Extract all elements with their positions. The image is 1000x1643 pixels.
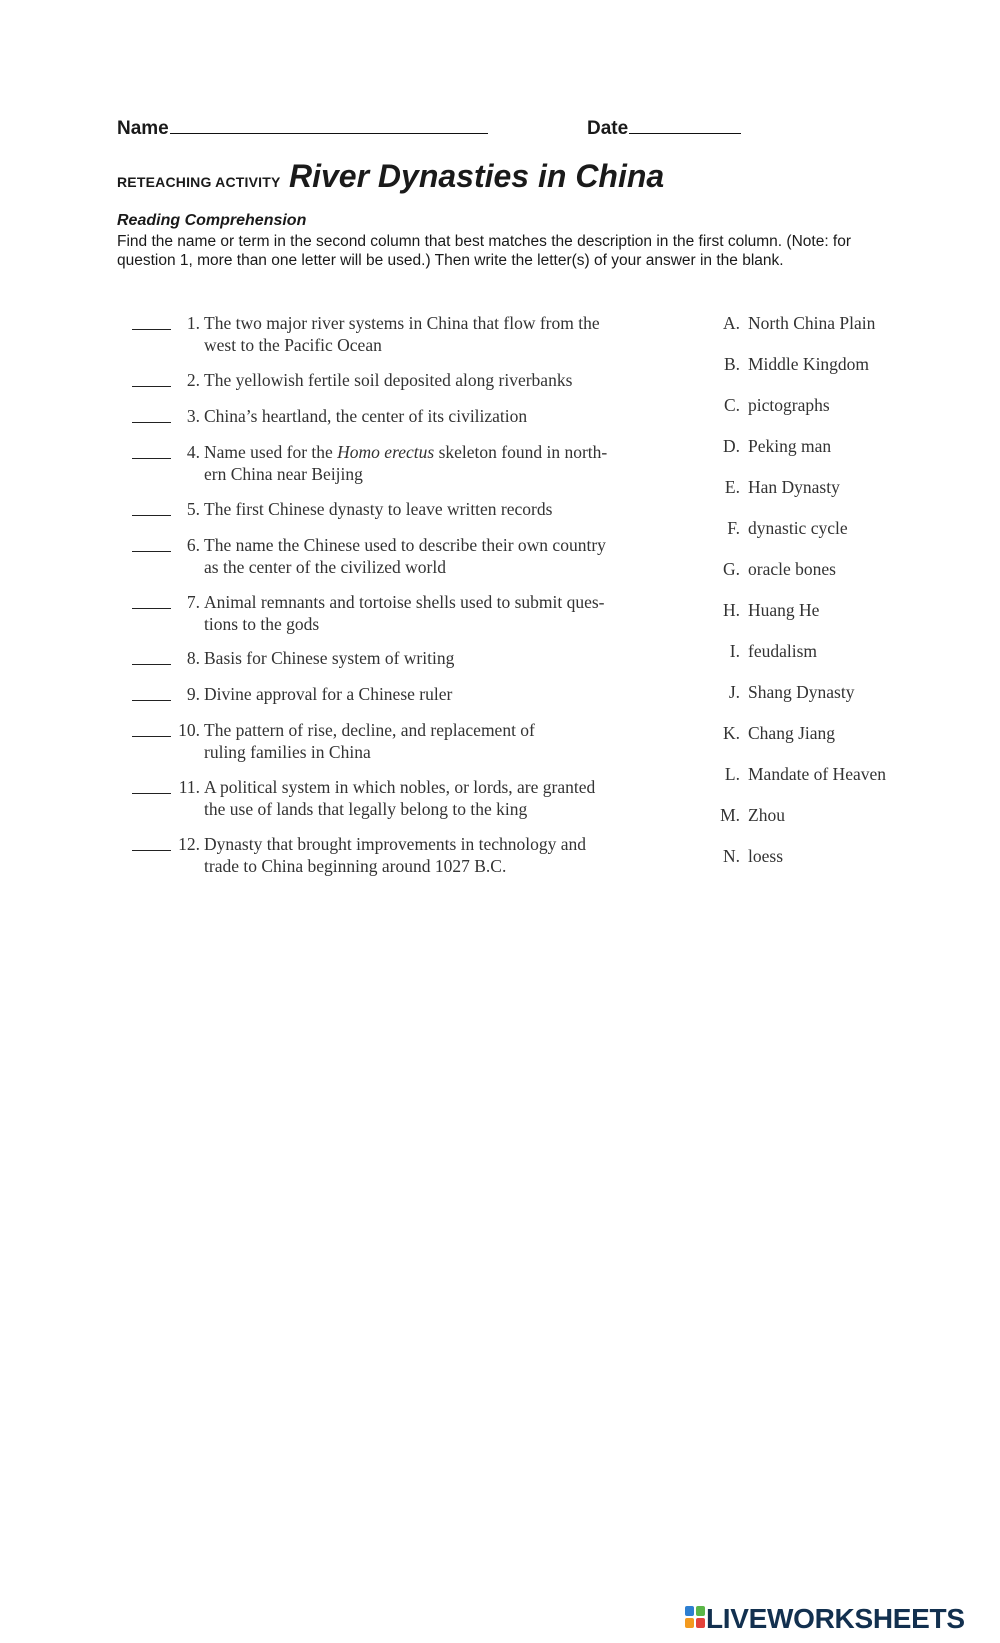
option-letter: F. xyxy=(727,518,740,538)
question-text: Divine approval for a Chinese ruler xyxy=(204,684,453,704)
option-letter: C. xyxy=(723,395,740,415)
question-text: China’s heartland, the center of its civilization xyxy=(204,406,528,426)
instructions: Find the name or term in the second column that best matches the description in the first column. (Note: for question 1, more than one letter will be used.) Then write the letter(s) of your answer in the blank. xyxy=(117,233,852,269)
answer-blank[interactable] xyxy=(132,315,171,330)
answer-blank[interactable] xyxy=(132,836,171,851)
option-text: Zhou xyxy=(748,805,785,825)
question-text: The pattern of rise, decline, and replacement of ruling families in China xyxy=(204,720,535,762)
date-label: Date xyxy=(587,118,629,139)
date-blank[interactable] xyxy=(629,119,741,134)
option-letter: G. xyxy=(722,559,740,579)
section-heading: Reading Comprehension xyxy=(117,212,307,229)
date-field xyxy=(587,118,741,140)
page-title: River Dynasties in China xyxy=(288,158,665,194)
question-number: 11. xyxy=(178,777,200,797)
answer-blank[interactable] xyxy=(132,444,171,459)
option-letter: N. xyxy=(722,846,740,866)
option-text: Chang Jiang xyxy=(748,723,836,743)
question-text: Dynasty that brought improvements in technology and trade to China beginning around 1027 B.C. xyxy=(204,834,587,876)
option-letter: I. xyxy=(729,641,740,661)
question-number: 7. xyxy=(186,592,200,612)
question-text: Basis for Chinese system of writing xyxy=(204,648,455,668)
species-name: Homo erectus xyxy=(337,442,435,462)
option-letter: J. xyxy=(728,682,740,702)
question-number: 6. xyxy=(186,535,200,555)
question-text: The first Chinese dynasty to leave written records xyxy=(204,499,553,519)
question-text: Animal remnants and tortoise shells used to submit ques- tions to the gods xyxy=(204,592,605,634)
question-text: Name used for the Homo erectus skeleton found in north- ern China near Beijing xyxy=(204,442,608,484)
answer-blank[interactable] xyxy=(132,779,171,794)
question-text: The yellowish fertile soil deposited along riverbanks xyxy=(204,370,573,390)
answer-blank[interactable] xyxy=(132,650,171,665)
question-number: 10. xyxy=(178,720,200,740)
answer-blank[interactable] xyxy=(132,501,171,516)
logo-square-green xyxy=(696,1606,705,1616)
option-text: dynastic cycle xyxy=(748,518,848,538)
option-text: oracle bones xyxy=(748,559,836,579)
option-text: pictographs xyxy=(748,395,830,415)
option-text: Peking man xyxy=(748,436,832,456)
title-row xyxy=(117,158,664,195)
option-letter: L. xyxy=(724,764,740,784)
option-text: Shang Dynasty xyxy=(748,682,855,702)
question-text: The two major river systems in China that flow from the west to the Pacific Ocean xyxy=(204,313,600,355)
option-letter: H. xyxy=(722,600,740,620)
logo-square-orange xyxy=(685,1618,694,1628)
option-letter: E. xyxy=(724,477,740,497)
question-text: The name the Chinese used to describe their own country as the center of the civilized world xyxy=(204,535,606,577)
logo-text: LIVEWORKSHEETS xyxy=(706,1603,965,1634)
logo-square-blue xyxy=(685,1606,694,1616)
option-text: loess xyxy=(748,846,783,866)
liveworksheets-logo[interactable] xyxy=(684,1603,965,1633)
question-number: 1. xyxy=(186,313,200,333)
name-label: Name xyxy=(117,118,169,139)
question-number: 8. xyxy=(186,648,200,668)
question-text: A political system in which nobles, or lords, are granted the use of lands that legally belong to the king xyxy=(204,777,596,819)
option-letter: M. xyxy=(720,805,740,825)
option-text: Middle Kingdom xyxy=(748,354,870,374)
question-number: 9. xyxy=(186,684,200,704)
name-blank[interactable] xyxy=(170,119,488,134)
question-number: 2. xyxy=(186,370,200,390)
option-letter: K. xyxy=(722,723,740,743)
answer-blank[interactable] xyxy=(132,408,171,423)
option-text: Huang He xyxy=(748,600,820,620)
option-text: feudalism xyxy=(748,641,818,661)
option-letter: A. xyxy=(722,313,740,333)
answer-blank[interactable] xyxy=(132,686,171,701)
option-letter: D. xyxy=(722,436,740,456)
question-number: 3. xyxy=(186,406,200,426)
name-field xyxy=(117,118,488,140)
answer-blank[interactable] xyxy=(132,722,171,737)
answer-blank[interactable] xyxy=(132,372,171,387)
activity-kicker: RETEACHING ACTIVITY xyxy=(117,174,281,190)
question-number: 12. xyxy=(178,834,200,854)
option-text: North China Plain xyxy=(748,313,876,333)
question-number: 4. xyxy=(186,442,200,462)
option-text: Mandate of Heaven xyxy=(748,764,886,784)
liveworksheets-mark-icon xyxy=(684,1605,706,1629)
answer-blank[interactable] xyxy=(132,594,171,609)
answer-blank[interactable] xyxy=(132,537,171,552)
question-number: 5. xyxy=(186,499,200,519)
option-letter: B. xyxy=(723,354,740,374)
header-row xyxy=(117,118,877,148)
logo-square-red xyxy=(696,1618,705,1628)
option-text: Han Dynasty xyxy=(748,477,840,497)
